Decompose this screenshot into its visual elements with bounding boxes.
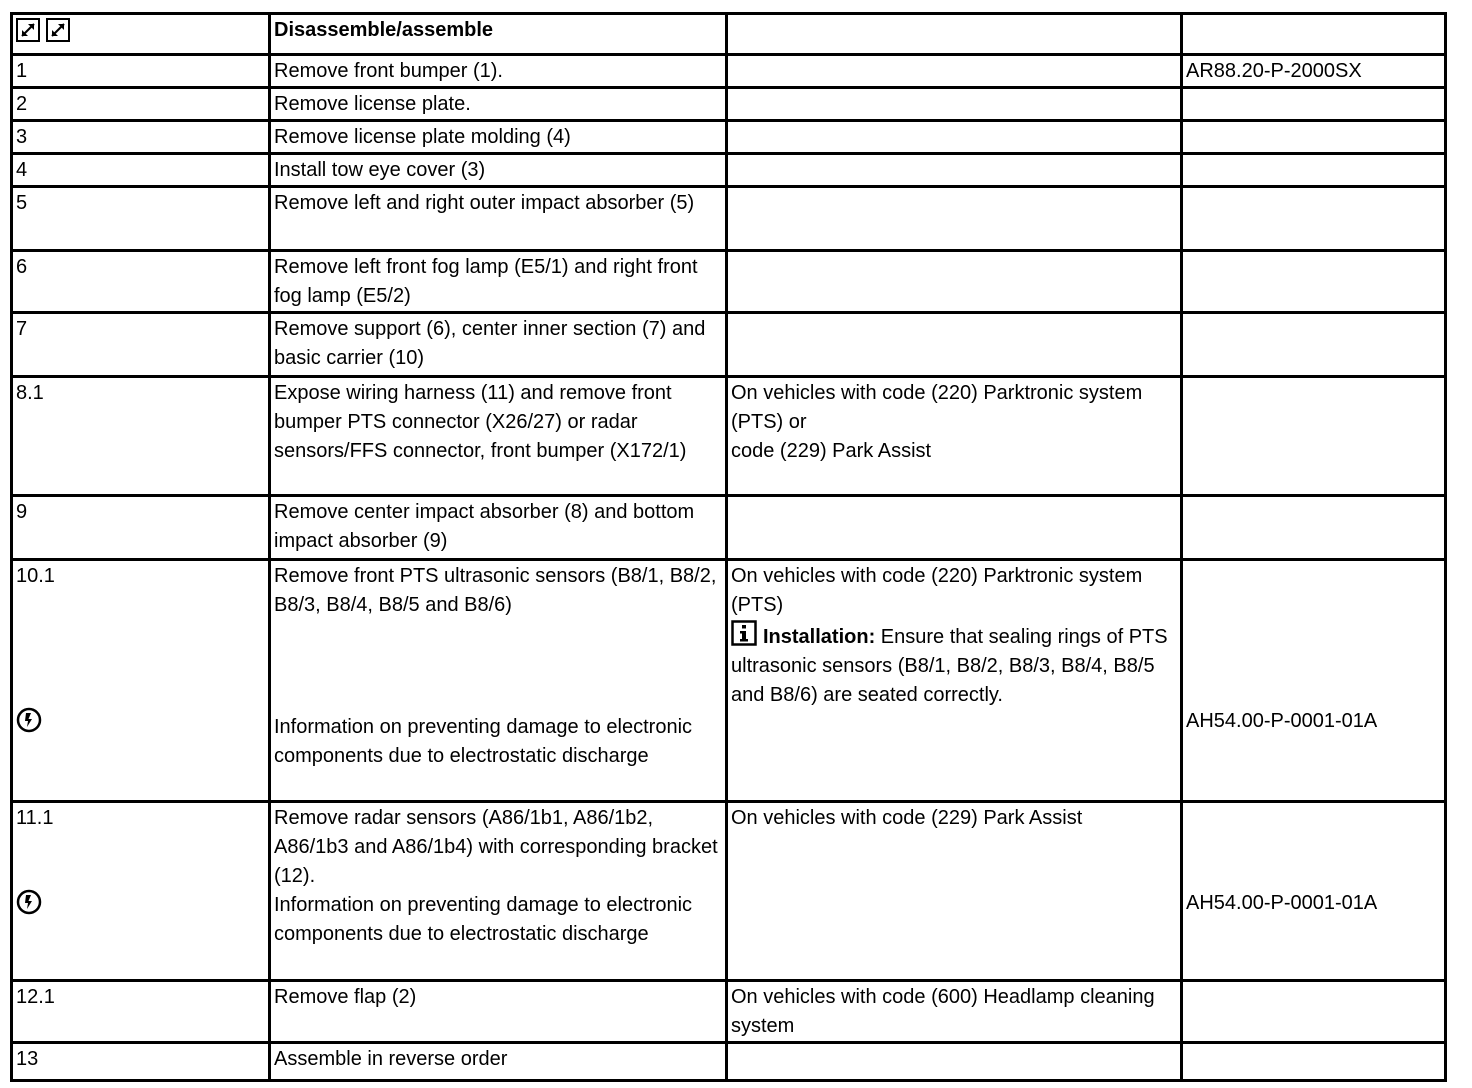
table-row [12, 88, 1446, 121]
step-number: 11.1 [16, 807, 54, 829]
table-row [12, 55, 1446, 88]
step-action: Remove left front fog lamp (E5/1) and right front fog lamp (E5/2) [270, 251, 727, 313]
step-note-line: code (229) Park Assist [731, 440, 932, 462]
table-row [12, 187, 1446, 251]
step-note-cell [727, 560, 1182, 802]
step-note [727, 121, 1182, 154]
procedure-table [10, 12, 1447, 1082]
step-number: 7 [12, 313, 270, 377]
step-number: 5 [12, 187, 270, 251]
header-icons-cell [12, 14, 270, 55]
step-reference [1182, 313, 1446, 377]
step-note [727, 251, 1182, 313]
step-reference [1182, 187, 1446, 251]
step-action: Remove flap (2) [270, 981, 727, 1043]
esd-info-text: Information on preventing damage to electronic components due to electrostatic discharge [274, 894, 693, 945]
step-action: Assemble in reverse order [270, 1043, 727, 1081]
step-number: 13 [12, 1043, 270, 1081]
step-action: Expose wiring harness (11) and remove front bumper PTS connector (X26/27) or radar sensors/FFS connector, front bumper (X172/1) [270, 377, 727, 496]
installation-label: Installation: [763, 626, 876, 648]
step-note [727, 187, 1182, 251]
step-note: On vehicles with code (220) Parktronic system (PTS) [731, 565, 1143, 616]
step-action: Remove front PTS ultrasonic sensors (B8/1, B8/2, B8/3, B8/4, B8/5 and B8/6) [274, 565, 717, 616]
table-row [12, 377, 1446, 496]
table-row [12, 560, 1446, 802]
step-number: 1 [12, 55, 270, 88]
step-reference [1182, 377, 1446, 496]
step-note [727, 313, 1182, 377]
step-note: On vehicles with code (229) Park Assist [727, 802, 1182, 981]
step-reference [1182, 496, 1446, 560]
info-icon [731, 620, 757, 646]
step-number: 9 [12, 496, 270, 560]
step-note: On vehicles with code (600) Headlamp cleaning system [727, 981, 1182, 1043]
table-row [12, 1043, 1446, 1081]
step-action: Remove support (6), center inner section (7) and basic carrier (10) [270, 313, 727, 377]
step-reference-link[interactable]: AR88.20-P-2000SX [1182, 55, 1446, 88]
step-number: 4 [12, 154, 270, 187]
table-header-row [12, 14, 1446, 55]
step-reference-cell [1182, 560, 1446, 802]
table-row [12, 251, 1446, 313]
step-number: 8.1 [12, 377, 270, 496]
header-empty-cell [727, 14, 1182, 55]
step-action-cell [270, 802, 727, 981]
step-action: Remove front bumper (1). [270, 55, 727, 88]
step-reference-cell [1182, 802, 1446, 981]
step-number-cell [12, 802, 270, 981]
table-row [12, 496, 1446, 560]
step-note [727, 1043, 1182, 1081]
step-note [727, 55, 1182, 88]
expand-all-icon[interactable] [16, 18, 40, 42]
step-action-cell [270, 560, 727, 802]
step-reference [1182, 981, 1446, 1043]
header-empty-cell [1182, 14, 1446, 55]
step-reference [1182, 88, 1446, 121]
step-reference [1182, 1043, 1446, 1081]
step-action: Remove license plate. [270, 88, 727, 121]
step-note [727, 154, 1182, 187]
step-note [727, 377, 1182, 496]
step-number: 2 [12, 88, 270, 121]
esd-info-text: Information on preventing damage to electronic components due to electrostatic discharge [274, 716, 693, 767]
collapse-all-icon[interactable] [46, 18, 70, 42]
step-reference [1182, 154, 1446, 187]
step-note [727, 88, 1182, 121]
table-row [12, 981, 1446, 1043]
table-row [12, 313, 1446, 377]
step-action: Remove center impact absorber (8) and bottom impact absorber (9) [270, 496, 727, 560]
installation-note [731, 620, 1177, 710]
step-number-cell [12, 560, 270, 802]
step-reference [1182, 121, 1446, 154]
esd-warning-icon [16, 707, 42, 733]
table-row [12, 154, 1446, 187]
installation-text: Ensure that sealing rings of PTS ultrasonic sensors (B8/1, B8/2, B8/3, B8/4, B8/5 and B8/6) are seated correctly. [731, 626, 1168, 706]
step-number: 12.1 [12, 981, 270, 1043]
esd-warning-icon [16, 889, 42, 915]
step-number: 10.1 [16, 565, 55, 587]
step-note-line: On vehicles with code (220) Parktronic system (PTS) or [731, 382, 1143, 433]
step-action: Install tow eye cover (3) [270, 154, 727, 187]
header-title: Disassemble/assemble [270, 14, 727, 55]
step-action: Remove left and right outer impact absorber (5) [270, 187, 727, 251]
step-reference [1182, 251, 1446, 313]
step-number: 3 [12, 121, 270, 154]
step-action: Remove radar sensors (A86/1b1, A86/1b2, A86/1b3 and A86/1b4) with corresponding bracket (12). [274, 807, 718, 887]
step-reference-link[interactable]: AH54.00-P-0001-01A [1186, 710, 1378, 732]
step-reference-link[interactable]: AH54.00-P-0001-01A [1186, 892, 1378, 914]
step-note [727, 496, 1182, 560]
step-number: 6 [12, 251, 270, 313]
table-row [12, 121, 1446, 154]
step-action: Remove license plate molding (4) [270, 121, 727, 154]
table-row [12, 802, 1446, 981]
